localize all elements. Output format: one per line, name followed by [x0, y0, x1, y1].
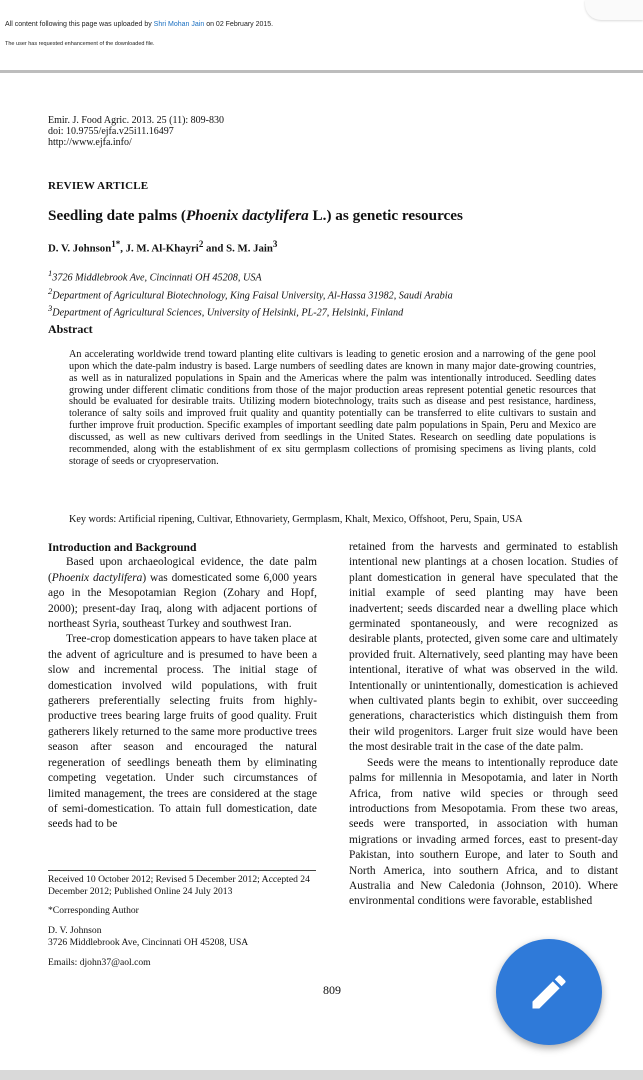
affiliation-line: $^3$Department of Agricultural Sciences, University of Helsinki, PL-27, Helsinki, Finland	[48, 303, 404, 319]
author-name: J. M. Al-Khayri	[125, 242, 199, 255]
section-heading: Introduction and Background	[48, 541, 197, 554]
download-banner	[0, 0, 643, 70]
affiliation-line: $^2$Department of Agricultural Biotechnology, King Faisal University, Al-Hassa 31982, Saudi Arabia	[48, 285, 453, 301]
author-list: D. V. Johnson$^{1*}$, J. M. Al-Khayri$^2$ and S. M. Jain$^3$	[48, 239, 278, 255]
contact-address: 3726 Middlebrook Ave, Cincinnati OH 45208, USA	[48, 937, 249, 948]
abstract-heading: Abstract	[48, 322, 93, 336]
journal-citation: Emir. J. Food Agric. 2013. 25 (11): 809-830	[48, 115, 225, 126]
keywords: Key words: Artificial ripening, Cultivar, Ethnovariety, Germplasm, Khalt, Mexico, Offshoot, Peru, Spain, USA	[69, 514, 523, 525]
article-title: Seedling date palms (Phoenix dactylifera L.) as genetic resources	[48, 207, 463, 224]
author-name: D. V. Johnson	[48, 242, 112, 255]
paragraph: Tree-crop domestication appears to have taken place at the advent of agriculture and is presumed to have been a slow and incremental process. The initial stage of domestication involved wild populations, with fruit gatherers preferentially selecting fruits from highly-productive trees bearing large fruits of good quality. Fruit gatherers likely returned to the same more productive trees season after season and encouraged the natural regeneration of seedlings beneath them by eliminating competing vegetation. Under such circumstances of limited management, the trees are considered at the stage of semi-domestication. To attain full domestication, date seeds had to be	[48, 633, 317, 831]
paragraph: Seeds were the means to intentionally reproduce date palms for millennia in Mesopotamia, and later in North Africa, from native wild species or through seed introductions from Mesopotamia. From these two areas, seeds were transported, in association with human migrations or invading armed forces, east to present-day Pakistan, into southern Europe, and later to South and North America, into southern Africa, and to distant Australia and New Caledonia (Johnson, 2010). Where environmental conditions were favorable, established	[349, 756, 618, 908]
right-column	[349, 540, 618, 910]
page-number: 809	[323, 983, 341, 997]
contact-name: D. V. Johnson	[48, 925, 102, 936]
pencil-icon	[527, 970, 571, 1014]
uploader-link[interactable]: Shri Mohan Jain	[153, 21, 205, 28]
pdf-page[interactable]	[0, 73, 643, 1070]
corresponding-author: *Corresponding Author	[48, 905, 139, 916]
paragraph: retained from the harvests and germinated to establish intentional new plantings at a chosen location. Studies of plant domestication in general have speculated that the initial example of seed planting may have been inadvertent; seeds discarded near a dwelling place which germinated spontaneously, and were recognized as desirable plants, protected, given some care and ultimately provided fruit. Alternatively, seed planting may have been intentional, iterative of what was observed in the wild. Intentionally or unintentionally, domestication is achieved when cultivated plants begin to exhibit, over succeeding generations, characteristics which distinguish them from their wild progenitors. Larger fruit size would have been the most desirable trait in the case of the date palm.	[349, 541, 618, 754]
contact-email: Emails: djohn37@aol.com	[48, 957, 151, 968]
left-column	[48, 540, 317, 833]
upload-notice: All content following this page was uploaded by Shri Mohan Jain on 02 February 2015.	[5, 21, 274, 28]
page-bottom-edge	[0, 1070, 643, 1080]
received-dates: Received 10 October 2012; Revised 5 December 2012; Accepted 24 December 2012; Published Online 24 July 2013	[48, 874, 310, 897]
journal-header	[48, 115, 224, 149]
footnote-rule	[48, 870, 316, 871]
top-corner-tab	[585, 0, 643, 20]
paragraph: Based upon archaeological evidence, the date palm (Phoenix dactylifera) was domesticated some 6,000 years ago in the Mesopotamian Region (Zohary and Hopf, 2000); present-day Iraq, along with adjacent portions of northeast Syria, southeast Turkey and southwest Iran.	[48, 556, 317, 631]
affiliation-line: $^1$3726 Middlebrook Ave, Cincinnati OH 45208, USA	[48, 268, 262, 284]
article-type: REVIEW ARTICLE	[48, 180, 149, 192]
affiliations	[48, 267, 453, 320]
enhancement-notice: The user has requested enhancement of the downloaded file.	[5, 41, 155, 47]
journal-url: http://www.ejfa.info/	[48, 137, 132, 149]
doi: doi: 10.9755/ejfa.v25i11.16497	[48, 126, 174, 138]
abstract-text: An accelerating worldwide trend toward planting elite cultivars is leading to genetic erosion and a narrowing of the gene pool upon which the date-palm industry is based. Large numbers of seedling dates are known in many major date-growing countries, as well as in naturalized populations in Spain and the Americas where the palm was intentionally introduced. Seedling dates growing under different climatic conditions from those of the major production areas represent potential genetic resources that should be evaluated for desirable traits. Utilizing modern biotechnology, traits such as disease and pest resistance, hardiness, tolerance of salty soils and improved fruit quality and quantity potentially can be transferred to elite cultivars to sustain and further improve fruit production. Specific examples of important seedling date palm populations in Spain, Peru and Mexico are discussed, as well as new cultivars derived from seedlings in the United States. Research on seedling date populations is recommended, along with the establishment of ex situ germplasm collections of promising specimens as living plants, cold storage of seeds or cryopreservation.	[69, 349, 596, 467]
author-name: S. M. Jain	[226, 242, 273, 255]
edit-fab-button[interactable]	[496, 939, 602, 1045]
